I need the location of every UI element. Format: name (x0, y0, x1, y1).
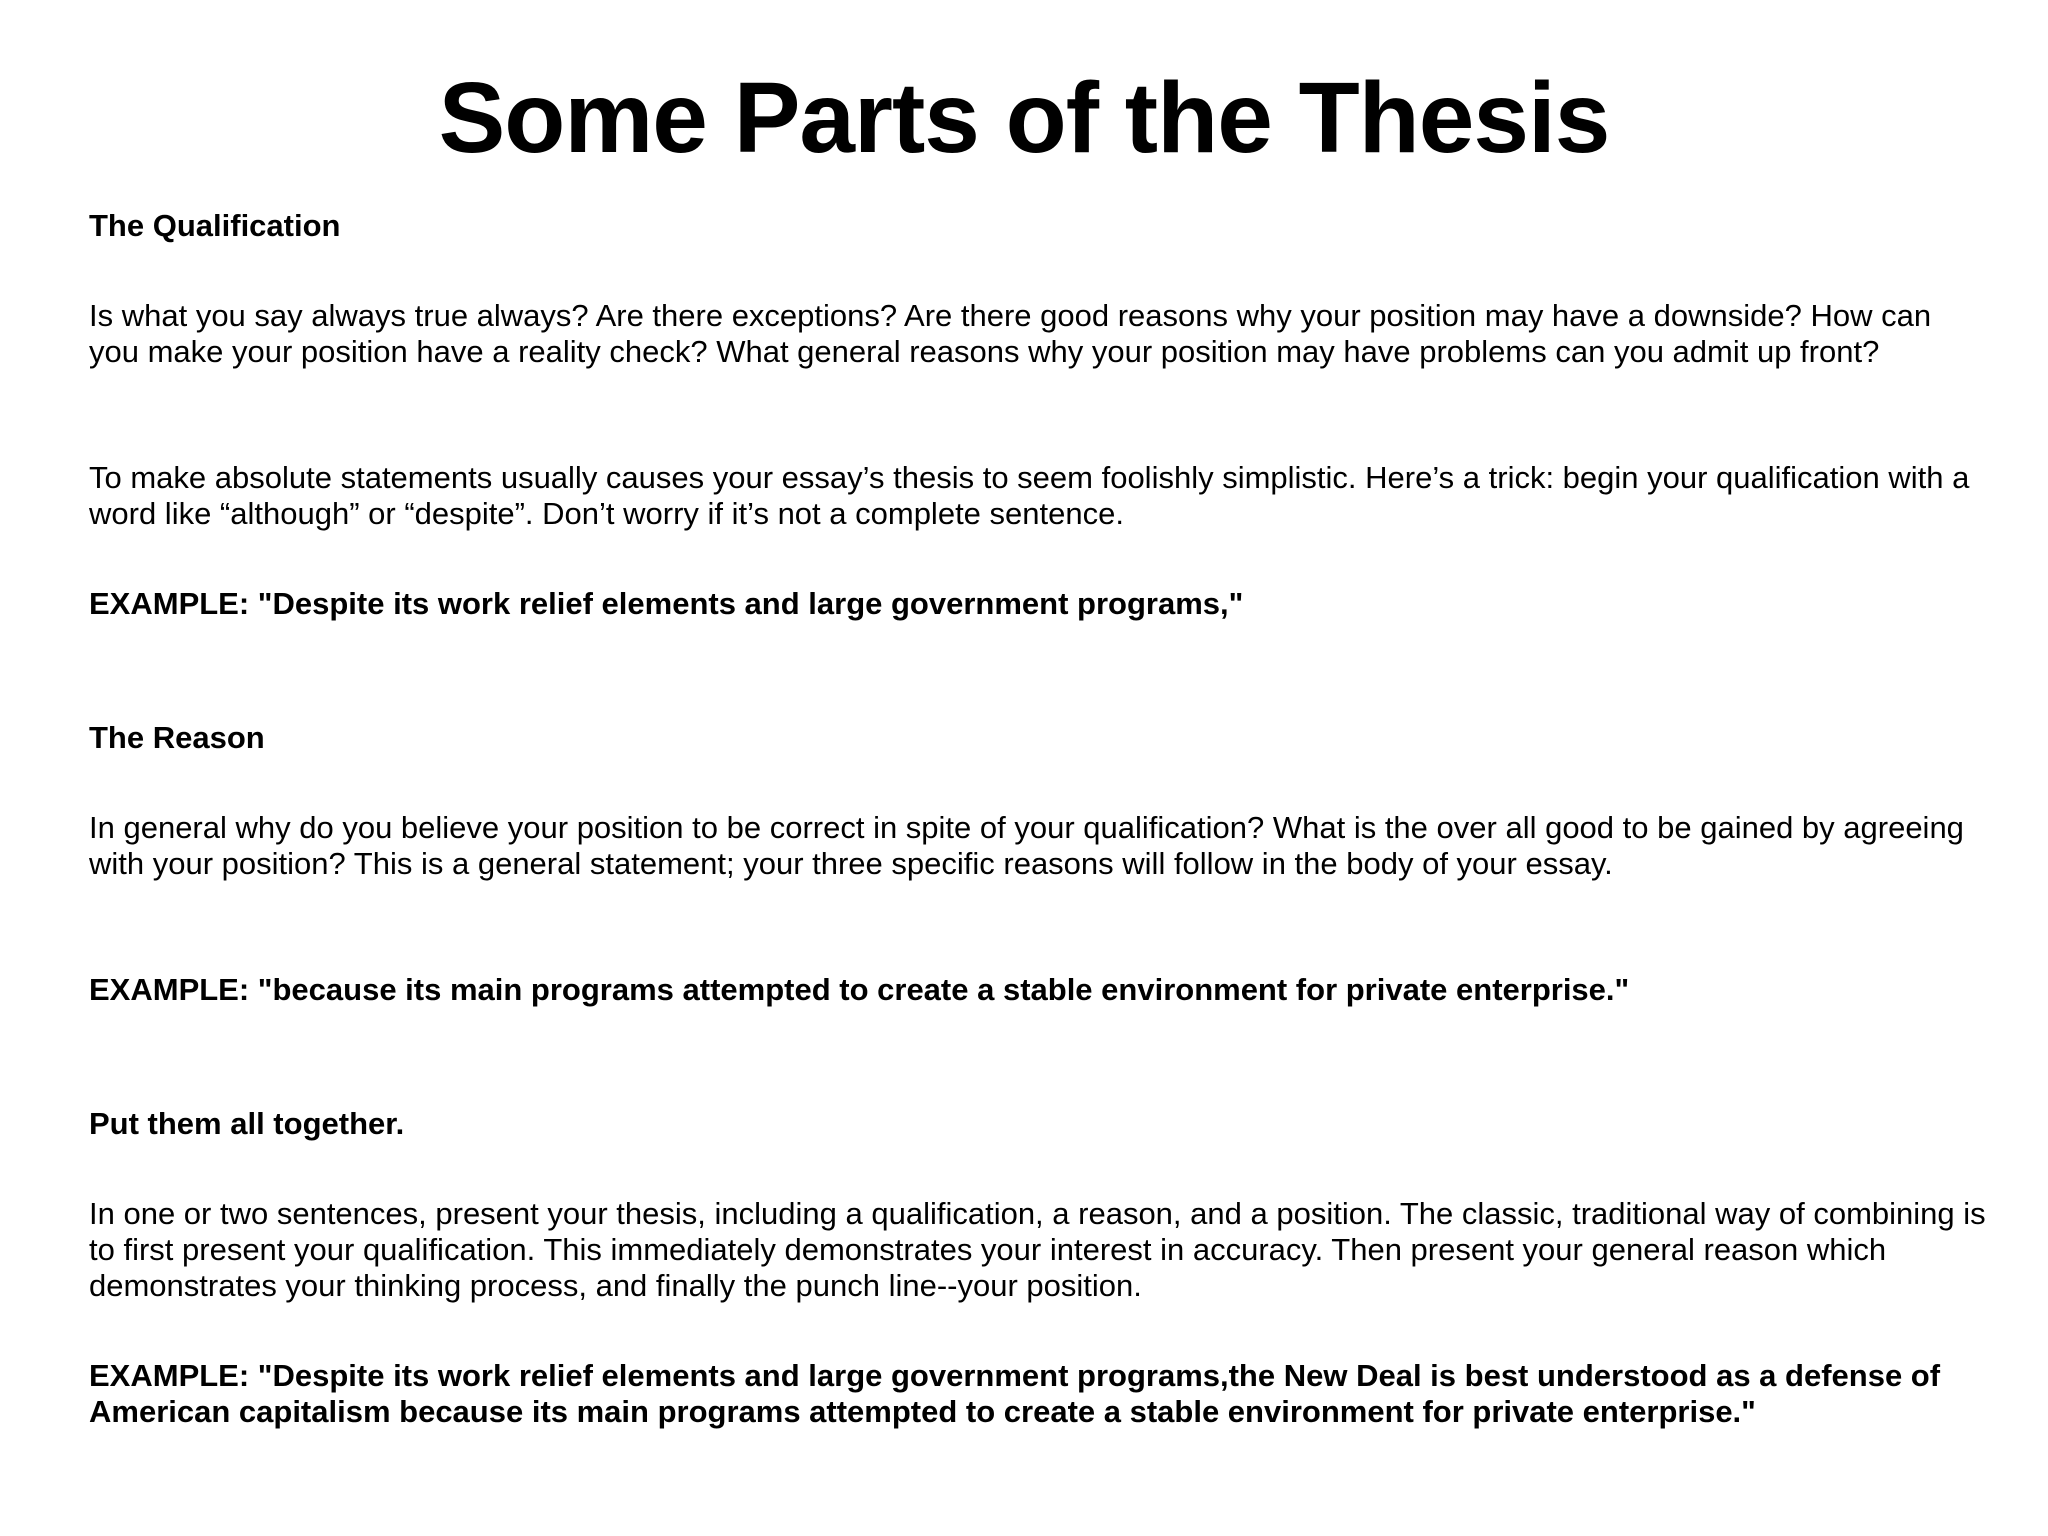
section-heading-reason: The Reason (89, 720, 265, 755)
slide-title: Some Parts of the Thesis (438, 62, 1610, 174)
qualification-example: EXAMPLE: "Despite its work relief elements and large government programs," (89, 586, 1244, 621)
section-heading-qualification: The Qualification (89, 208, 341, 243)
together-example: EXAMPLE: "Despite its work relief elements and large government programs,the New Deal is best understood as a defense of American capitalism because its main programs attempted to create a stable environment for private enterprise." (89, 1358, 1941, 1429)
together-paragraph-1: In one or two sentences, present your thesis, including a qualification, a reason, and a position. The classic, traditional way of combining is to first present your qualification. This immediately demonstrates your interest in accuracy. Then present your general reason which demonstrates your thinking process, and finally the punch line--your position. (89, 1196, 1986, 1303)
qualification-paragraph-1: Is what you say always true always? Are there exceptions? Are there good reasons why your position may have a downside? How can you make your position have a reality check? What general reasons why your position may have problems can you admit up front? (89, 298, 1932, 369)
qualification-paragraph-2: To make absolute statements usually causes your essay’s thesis to seem foolishly simplistic. Here’s a trick: begin your qualification with a word like “although” or “despite”. Don’t worry if it’s not a complete sentence. (89, 460, 1970, 531)
section-heading-together: Put them all together. (89, 1106, 405, 1141)
reason-paragraph-1: In general why do you believe your position to be correct in spite of your qualification? What is the over all good to be gained by agreeing with your position? This is a general statement; your three specific reasons will follow in the body of your essay. (89, 810, 1964, 881)
reason-example: EXAMPLE: "because its main programs attempted to create a stable environment for private enterprise." (89, 972, 1630, 1007)
